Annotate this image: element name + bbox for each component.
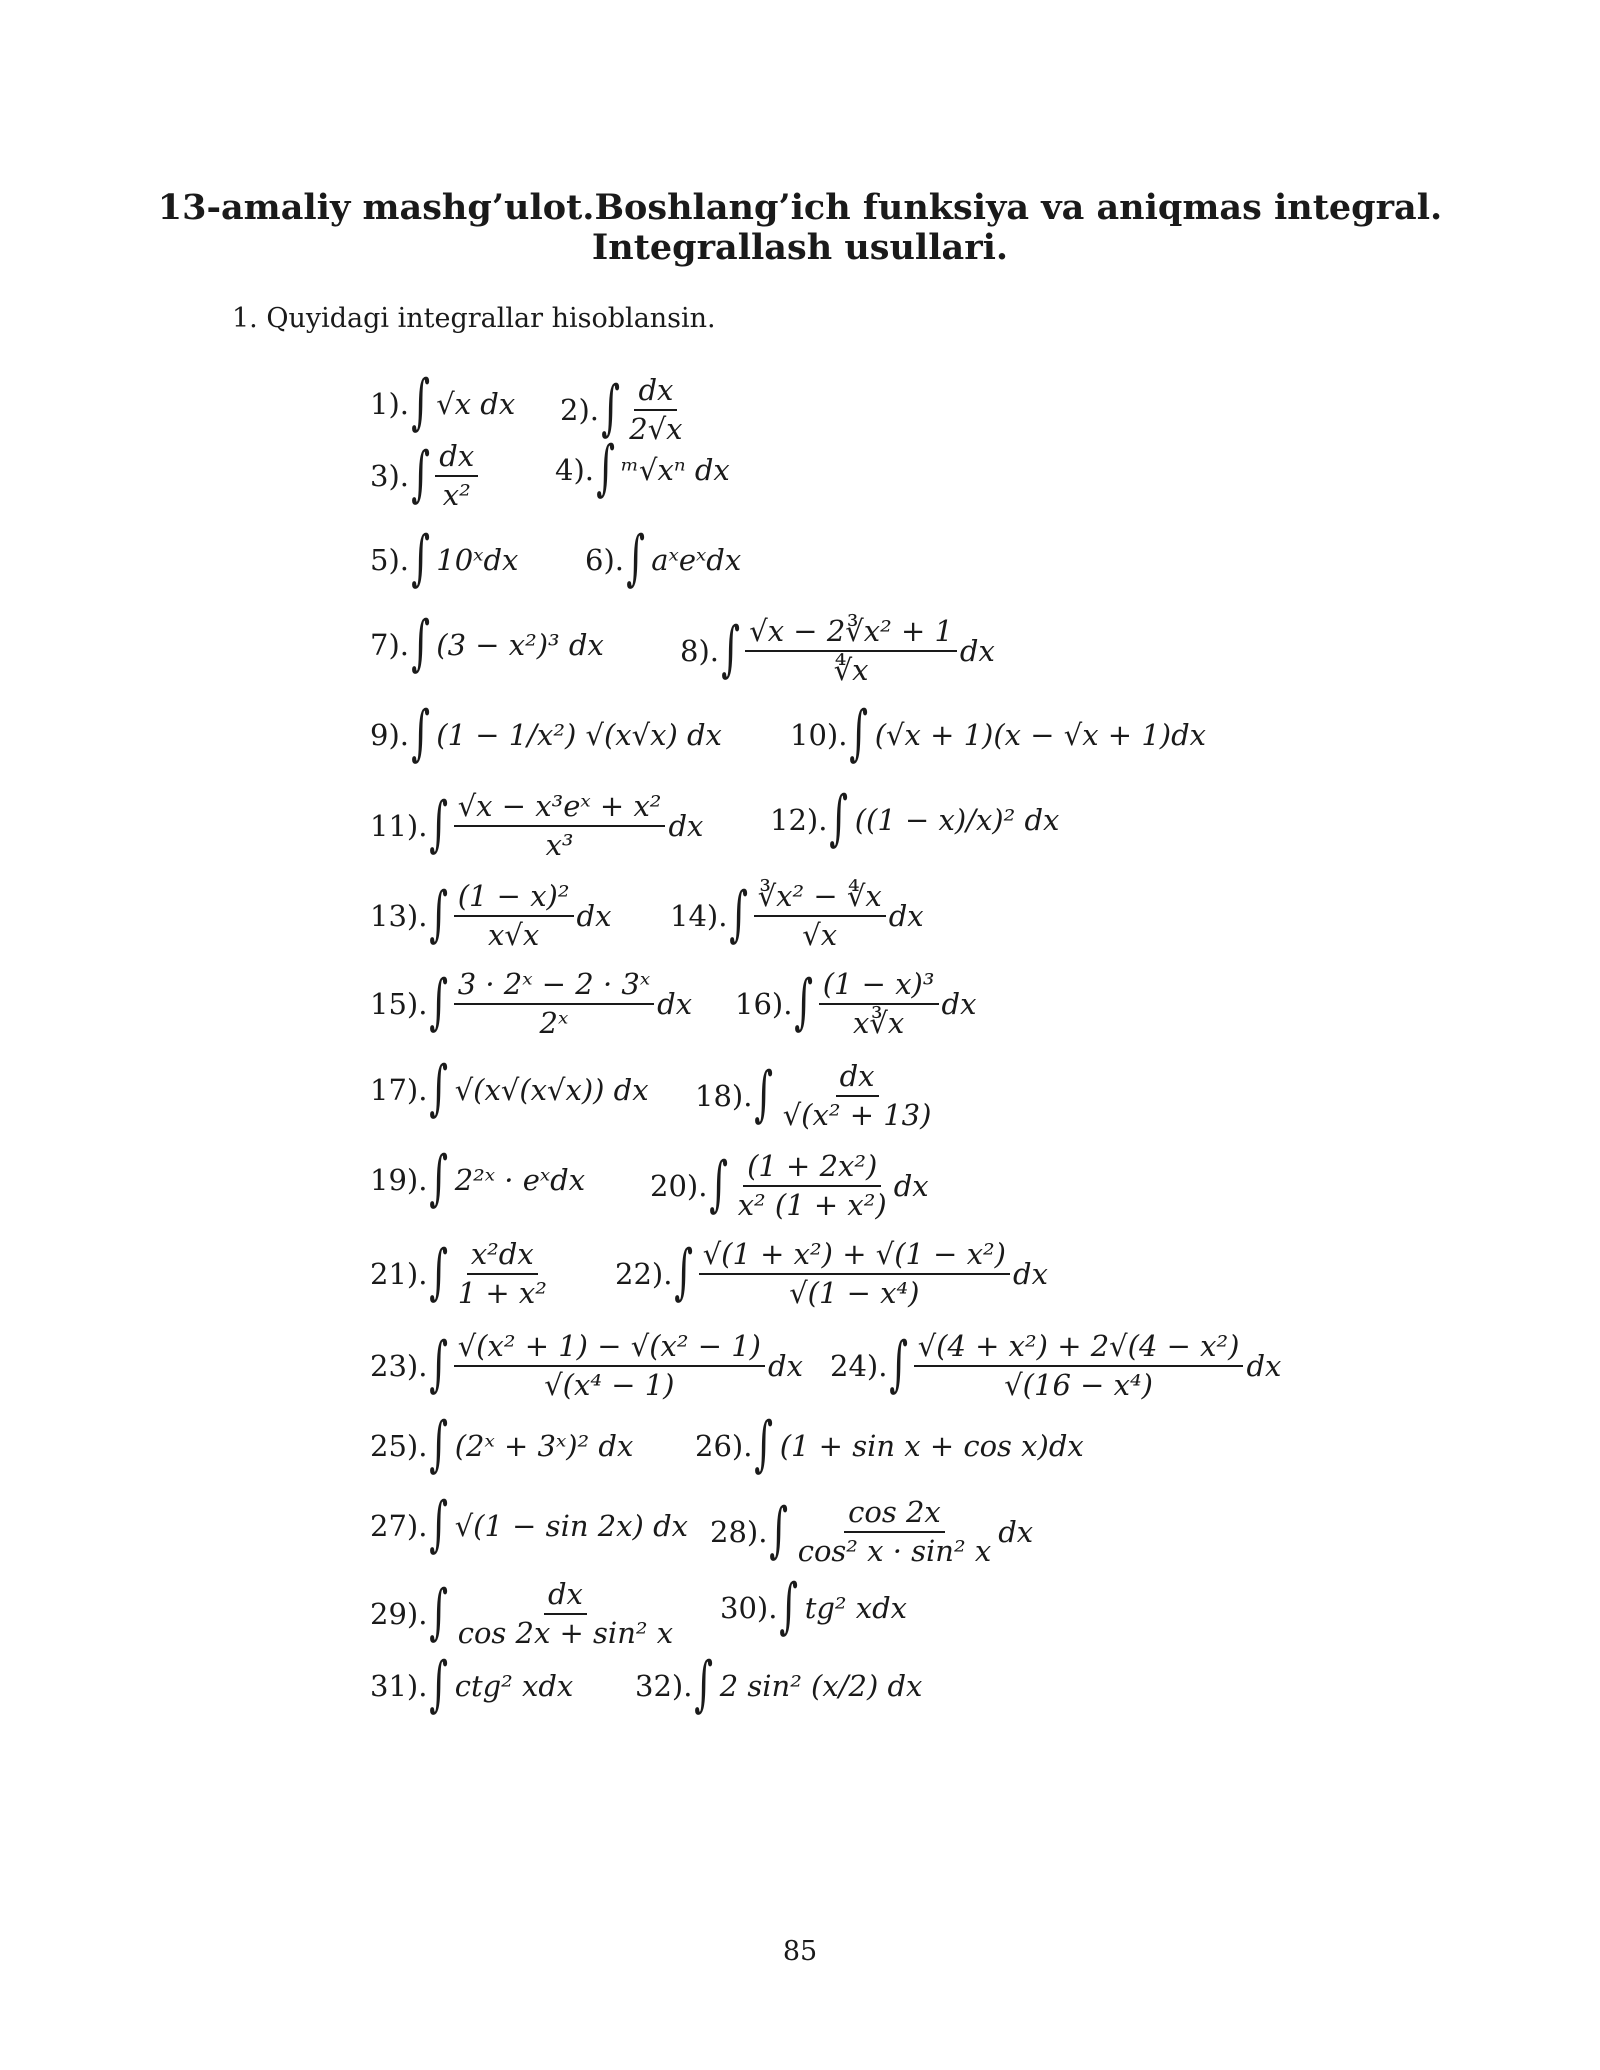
integral-sign: ∫	[429, 1489, 449, 1559]
integral-sign: ∫	[889, 1329, 909, 1400]
exercise-number: 10).	[790, 718, 848, 752]
integral-sign: ∫	[596, 433, 615, 503]
numerator: 3 · 2ˣ − 2 · 3ˣ	[454, 968, 654, 1005]
differential: dx	[768, 1349, 803, 1384]
exercise-number: 30).	[720, 1591, 778, 1625]
exercise-number: 8).	[680, 634, 719, 669]
denominator: 1 + x²	[457, 1276, 547, 1311]
numerator: dx	[435, 440, 478, 477]
exercise-15	[370, 968, 692, 1041]
exercise-7	[370, 608, 604, 678]
fraction	[625, 374, 686, 447]
integral-sign: ∫	[429, 1329, 449, 1400]
integrand: (√x + 1)(x − √x + 1)dx	[874, 718, 1207, 752]
exercise-number: 29).	[370, 1597, 428, 1632]
fraction	[699, 1238, 1010, 1311]
exercise-number: 13).	[370, 899, 428, 934]
integral-sign: ∫	[754, 1059, 774, 1130]
denominator: cos² x · sin² x	[797, 1534, 992, 1569]
integral-sign: ∫	[849, 698, 869, 768]
integral-sign: ∫	[829, 783, 849, 853]
numerator: cos 2x	[844, 1496, 945, 1533]
differential: dx	[1246, 1349, 1282, 1384]
integral-sign: ∫	[429, 1053, 449, 1123]
fraction	[734, 1150, 891, 1223]
exercise-31	[370, 1649, 574, 1719]
differential: dx	[998, 1515, 1034, 1550]
integral-sign: ∫	[429, 1143, 449, 1213]
differential: dx	[888, 899, 924, 934]
integrand: ᵐ√xⁿ dx	[621, 453, 730, 487]
denominator: cos 2x + sin² x	[457, 1616, 674, 1651]
differential: dx	[1013, 1257, 1048, 1292]
exercise-12	[770, 783, 1060, 853]
integral-sign: ∫	[694, 1649, 714, 1719]
integrand: 2 sin² (x/2) dx	[719, 1669, 923, 1703]
denominator: √(16 − x⁴)	[1004, 1368, 1153, 1403]
fraction	[454, 790, 666, 863]
task-statement: 1. Quyidagi integrallar hisoblansin.	[232, 303, 716, 334]
integral-sign: ∫	[429, 1649, 449, 1719]
denominator: 2ˣ	[539, 1006, 569, 1041]
fraction	[914, 1330, 1244, 1403]
integral-sign: ∫	[429, 1409, 449, 1479]
numerator: √(4 + x²) + 2√(4 − x²)	[914, 1330, 1244, 1367]
fraction	[779, 1060, 936, 1133]
integrand: tg² xdx	[804, 1591, 908, 1625]
numerator: ∛x² − ∜x	[754, 880, 886, 917]
exercise-29	[370, 1578, 680, 1651]
integral-sign: ∫	[769, 1495, 789, 1566]
denominator: x³	[545, 828, 574, 863]
integral-sign: ∫	[411, 698, 430, 768]
numerator: dx	[544, 1578, 587, 1615]
exercise-2	[560, 374, 690, 447]
exercise-20	[650, 1150, 929, 1223]
exercise-number: 23).	[370, 1349, 428, 1384]
fraction	[454, 1330, 765, 1403]
exercise-number: 24).	[830, 1349, 888, 1384]
exercise-number: 18).	[695, 1079, 753, 1114]
fraction	[794, 1496, 995, 1569]
exercise-5	[370, 523, 519, 593]
differential: dx	[657, 987, 693, 1022]
exercise-number: 5).	[370, 543, 409, 577]
exercise-26	[695, 1409, 1084, 1479]
exercise-28	[710, 1496, 1033, 1569]
integrand: √(x√(x√x)) dx	[454, 1073, 649, 1107]
integrand: 2²ˣ · eˣdx	[454, 1163, 586, 1197]
numerator: √x − 2∛x² + 1	[745, 615, 957, 652]
denominator: x∛x	[853, 1006, 905, 1041]
exercise-19	[370, 1143, 586, 1213]
exercise-17	[370, 1053, 649, 1123]
fraction	[745, 615, 957, 688]
integrand: aˣeˣdx	[651, 543, 742, 577]
fraction	[454, 880, 574, 953]
page-subtitle: Integrallash usullari.	[591, 227, 1009, 268]
exercise-number: 22).	[615, 1257, 673, 1292]
exercise-number: 32).	[635, 1669, 693, 1703]
differential: dx	[576, 899, 612, 934]
numerator: dx	[836, 1060, 879, 1097]
exercise-number: 28).	[710, 1515, 768, 1550]
exercise-number: 3).	[370, 459, 409, 494]
denominator: √(x⁴ − 1)	[544, 1368, 675, 1403]
integral-sign: ∫	[429, 879, 449, 950]
denominator: √x	[802, 918, 838, 953]
numerator: (1 + 2x²)	[743, 1150, 881, 1187]
integral-sign: ∫	[411, 608, 430, 678]
integral-sign: ∫	[626, 523, 645, 593]
exercise-6	[585, 523, 742, 593]
exercise-number: 15).	[370, 987, 428, 1022]
denominator: x² (1 + x²)	[737, 1188, 887, 1223]
differential: dx	[893, 1169, 929, 1204]
exercise-number: 12).	[770, 803, 828, 837]
integral-sign: ∫	[429, 789, 449, 860]
differential: dx	[668, 809, 704, 844]
exercise-27	[370, 1489, 688, 1559]
fraction	[819, 968, 939, 1041]
integral-sign: ∫	[429, 1237, 449, 1308]
integral-sign: ∫	[794, 967, 814, 1038]
exercise-13	[370, 880, 611, 953]
exercise-10	[790, 698, 1207, 768]
exercise-9	[370, 698, 722, 768]
differential: dx	[941, 987, 977, 1022]
integrand: √(1 − sin 2x) dx	[454, 1509, 688, 1543]
denominator: ∜x	[833, 653, 869, 688]
exercise-number: 1).	[370, 387, 409, 421]
exercise-3	[370, 440, 481, 513]
exercise-number: 31).	[370, 1669, 428, 1703]
denominator: x√x	[488, 918, 540, 953]
exercise-8	[680, 615, 995, 688]
fraction	[454, 1578, 677, 1651]
exercise-number: 17).	[370, 1073, 428, 1107]
exercise-18	[695, 1060, 938, 1133]
exercise-30	[720, 1571, 908, 1641]
integrand: √x dx	[436, 387, 516, 421]
integral-sign: ∫	[754, 1409, 774, 1479]
exercise-number: 4).	[555, 453, 594, 487]
exercise-4	[555, 433, 730, 503]
denominator: 2√x	[629, 412, 683, 447]
numerator: (1 − x)²	[454, 880, 574, 917]
integral-sign: ∫	[779, 1571, 799, 1641]
exercise-number: 2).	[560, 393, 599, 428]
denominator: x²	[442, 478, 471, 513]
exercise-21	[370, 1238, 554, 1311]
denominator: √(x² + 13)	[782, 1098, 932, 1133]
exercise-1	[370, 367, 516, 437]
integrand: (1 + sin x + cos x)dx	[779, 1429, 1084, 1463]
integrand: ctg² xdx	[454, 1669, 574, 1703]
integrand: ((1 − x)/x)² dx	[854, 803, 1060, 837]
exercise-11	[370, 790, 703, 863]
exercise-14	[670, 880, 924, 953]
exercise-number: 9).	[370, 718, 409, 752]
numerator: x²dx	[467, 1238, 538, 1275]
integral-sign: ∫	[411, 367, 430, 437]
fraction	[454, 1238, 551, 1311]
numerator: √x − x³eˣ + x²	[454, 790, 666, 827]
exercise-32	[635, 1649, 923, 1719]
exercise-23	[370, 1330, 803, 1403]
integral-sign: ∫	[729, 879, 749, 950]
exercise-22	[615, 1238, 1048, 1311]
exercise-number: 27).	[370, 1509, 428, 1543]
integrand: (3 − x²)³ dx	[436, 628, 604, 662]
fraction	[435, 440, 478, 513]
integral-sign: ∫	[674, 1237, 694, 1308]
page-number: 85	[782, 1936, 818, 1967]
integral-sign: ∫	[429, 1577, 449, 1648]
exercise-number: 16).	[735, 987, 793, 1022]
exercise-number: 21).	[370, 1257, 428, 1292]
exercise-number: 6).	[585, 543, 624, 577]
denominator: √(1 − x⁴)	[789, 1276, 920, 1311]
exercise-number: 20).	[650, 1169, 708, 1204]
integral-sign: ∫	[709, 1149, 729, 1220]
exercise-number: 26).	[695, 1429, 753, 1463]
exercise-number: 11).	[370, 809, 428, 844]
exercise-25	[370, 1409, 634, 1479]
integral-sign: ∫	[721, 614, 740, 685]
integral-sign: ∫	[411, 439, 430, 510]
exercise-number: 25).	[370, 1429, 428, 1463]
integrand: 10ˣdx	[436, 543, 519, 577]
exercise-16	[735, 968, 976, 1041]
differential: dx	[959, 634, 995, 669]
numerator: √(x² + 1) − √(x² − 1)	[454, 1330, 765, 1367]
exercise-number: 14).	[670, 899, 728, 934]
integral-sign: ∫	[411, 523, 430, 593]
exercise-number: 19).	[370, 1163, 428, 1197]
numerator: √(1 + x²) + √(1 − x²)	[699, 1238, 1010, 1275]
exercise-number: 7).	[370, 628, 409, 662]
integral-sign: ∫	[601, 373, 620, 444]
numerator: dx	[634, 374, 677, 411]
integral-sign: ∫	[429, 967, 449, 1038]
numerator: (1 − x)³	[819, 968, 939, 1005]
fraction	[754, 880, 886, 953]
integrand: (2ˣ + 3ˣ)² dx	[454, 1429, 634, 1463]
fraction	[454, 968, 654, 1041]
exercise-24	[830, 1330, 1281, 1403]
integrand: (1 − 1/x²) √(x√x) dx	[436, 718, 722, 752]
page-title: 13-amaliy mashg’ulot.Boshlang’ich funksiya va aniqmas integral.	[157, 187, 1443, 228]
